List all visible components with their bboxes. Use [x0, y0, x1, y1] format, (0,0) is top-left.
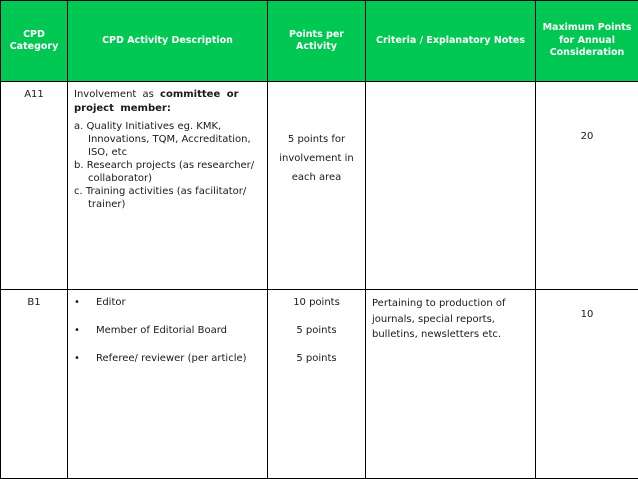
bullet-icon: •	[74, 353, 80, 364]
header-row	[1, 1, 638, 82]
criteria-cell	[366, 82, 536, 290]
table-row-b1	[1, 290, 638, 479]
description-cell	[68, 82, 268, 290]
bullet-text: Member of Editorial Board	[96, 325, 227, 336]
sub-item-b: b. Research projects (as researcher/ collaborator)	[74, 160, 255, 184]
max-points-cell: 20	[536, 82, 638, 290]
header-cpd-category: CPD Category	[1, 1, 68, 82]
max-points-cell: 10	[536, 290, 638, 479]
intro-bold-text: committee or project member:	[74, 89, 239, 114]
bullet-icon: •	[74, 325, 80, 336]
header-maximum-points: Maximum Points for Annual Consideration	[536, 1, 638, 82]
list-item-editorial-board	[74, 324, 263, 338]
sub-item-c: c. Training activities (as facilitator/ trainer)	[74, 186, 247, 210]
list-item-referee	[74, 352, 263, 366]
criteria-cell: Pertaining to production of journals, special reports, bulletins, newsletters etc.	[366, 290, 536, 479]
bullet-text: Editor	[96, 297, 126, 308]
category-cell: A11	[1, 82, 68, 290]
header-activity-description: CPD Activity Description	[68, 1, 268, 82]
points-editor: 10 points	[293, 297, 340, 308]
bullet-text: Referee/ reviewer (per article)	[96, 353, 247, 364]
points-editorial-board: 5 points	[296, 325, 337, 336]
points-cell	[268, 290, 366, 479]
involvement-intro	[74, 88, 263, 116]
table-row-a11	[1, 82, 638, 290]
intro-text: Involvement as	[74, 89, 154, 100]
list-item-editor	[74, 296, 263, 310]
header-criteria-notes: Criteria / Explanatory Notes	[366, 1, 536, 82]
bullet-icon: •	[74, 297, 80, 308]
description-cell	[68, 290, 268, 479]
category-cell: B1	[1, 290, 68, 479]
sub-item-a: a. Quality Initiatives eg. KMK, Innovations, TQM, Accreditation, ISO, etc	[74, 121, 251, 158]
points-cell: 5 points for involvement in each area	[268, 82, 366, 290]
header-points-per-activity: Points per Activity	[268, 1, 366, 82]
points-referee: 5 points	[296, 353, 337, 364]
